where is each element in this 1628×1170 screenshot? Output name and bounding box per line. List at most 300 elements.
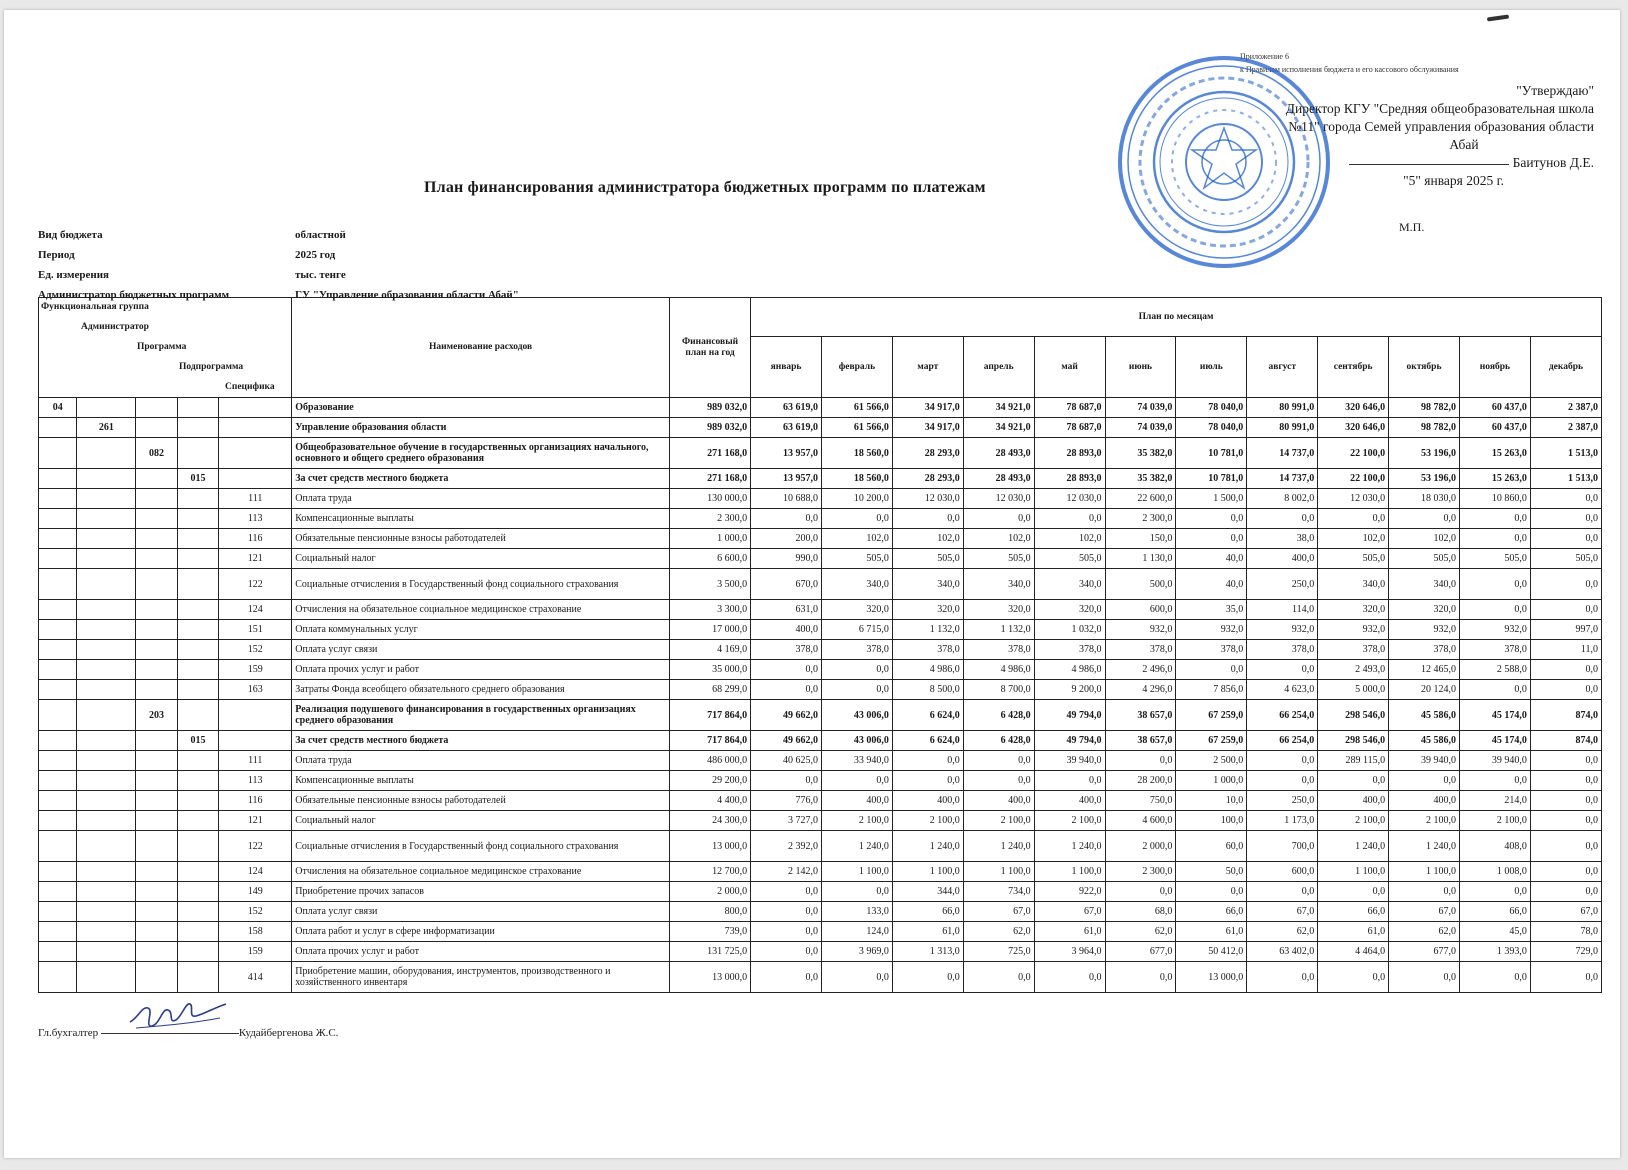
month-value: 631,0 <box>751 600 822 620</box>
code-fg <box>39 438 77 469</box>
meta-period <box>38 245 519 265</box>
month-value: 0,0 <box>963 751 1034 771</box>
month-value: 61,0 <box>892 922 963 942</box>
code-specifics: 121 <box>219 549 292 569</box>
month-value: 1 240,0 <box>1389 831 1460 862</box>
month-value: 734,0 <box>963 882 1034 902</box>
code-fg <box>39 791 77 811</box>
month-value: 1 173,0 <box>1247 811 1318 831</box>
annual-plan: 486 000,0 <box>670 751 751 771</box>
month-value: 0,0 <box>1318 962 1389 993</box>
month-value: 67,0 <box>1530 902 1601 922</box>
month-value: 1 240,0 <box>1318 831 1389 862</box>
month-value: 1 032,0 <box>1034 620 1105 640</box>
month-value: 62,0 <box>963 922 1034 942</box>
month-value: 0,0 <box>1176 529 1247 549</box>
month-value: 0,0 <box>1176 509 1247 529</box>
code-subprogram <box>177 509 219 529</box>
month-value: 4 623,0 <box>1247 680 1318 700</box>
month-value: 2 387,0 <box>1530 398 1601 418</box>
code-program <box>136 771 178 791</box>
table-row <box>39 529 1602 549</box>
month-value: 0,0 <box>1318 771 1389 791</box>
expense-name: Оплата труда <box>292 489 670 509</box>
code-fg <box>39 731 77 751</box>
month-value: 2 392,0 <box>751 831 822 862</box>
code-admin <box>77 600 136 620</box>
month-value: 0,0 <box>1034 509 1105 529</box>
month-value: 13 000,0 <box>1176 962 1247 993</box>
expense-name: Оплата труда <box>292 751 670 771</box>
annual-plan: 1 000,0 <box>670 529 751 549</box>
code-specifics: 111 <box>219 751 292 771</box>
month-value: 0,0 <box>963 771 1034 791</box>
month-value: 1 100,0 <box>892 862 963 882</box>
code-specifics: 124 <box>219 600 292 620</box>
code-specifics: 122 <box>219 569 292 600</box>
month-value: 38,0 <box>1247 529 1318 549</box>
month-value: 378,0 <box>1034 640 1105 660</box>
month-value: 0,0 <box>1530 751 1601 771</box>
appendix-line-2: к Правилам исполнения бюджета и его кассового обслуживания <box>1240 65 1459 74</box>
month-value: 18 560,0 <box>821 438 892 469</box>
approve-word: "Утверждаю" <box>1516 83 1594 98</box>
month-header: март <box>892 337 963 398</box>
month-value: 0,0 <box>1318 509 1389 529</box>
approve-signer: Баитунов Д.Е. <box>1512 155 1594 170</box>
code-admin <box>77 811 136 831</box>
annual-plan: 739,0 <box>670 922 751 942</box>
month-value: 505,0 <box>1459 549 1530 569</box>
month-value: 39 940,0 <box>1459 751 1530 771</box>
month-value: 505,0 <box>892 549 963 569</box>
month-value: 729,0 <box>1530 942 1601 962</box>
month-value: 1 240,0 <box>892 831 963 862</box>
month-value: 62,0 <box>1105 922 1176 942</box>
month-header: август <box>1247 337 1318 398</box>
month-value: 0,0 <box>1176 882 1247 902</box>
month-value: 2 500,0 <box>1176 751 1247 771</box>
code-specifics: 158 <box>219 922 292 942</box>
month-value: 45 586,0 <box>1389 731 1460 751</box>
footer-sign-line <box>101 1033 239 1034</box>
month-value: 13 957,0 <box>751 438 822 469</box>
month-value: 6 715,0 <box>821 620 892 640</box>
table-row <box>39 489 1602 509</box>
month-value: 18 560,0 <box>821 469 892 489</box>
month-value: 102,0 <box>1034 529 1105 549</box>
month-value: 400,0 <box>821 791 892 811</box>
month-value: 61,0 <box>1318 922 1389 942</box>
month-value: 6 428,0 <box>963 700 1034 731</box>
month-value: 0,0 <box>821 660 892 680</box>
month-value: 378,0 <box>1105 640 1176 660</box>
annual-plan: 130 000,0 <box>670 489 751 509</box>
code-program <box>136 509 178 529</box>
header-administrator: Администратор <box>81 322 149 332</box>
table-body <box>39 398 1602 993</box>
code-admin <box>77 529 136 549</box>
code-fg <box>39 489 77 509</box>
code-program <box>136 398 178 418</box>
month-value: 340,0 <box>821 569 892 600</box>
month-value: 378,0 <box>892 640 963 660</box>
month-value: 1 240,0 <box>1034 831 1105 862</box>
month-value: 68,0 <box>1105 902 1176 922</box>
code-fg <box>39 922 77 942</box>
month-value: 0,0 <box>892 771 963 791</box>
code-admin <box>77 620 136 640</box>
expense-name: Компенсационные выплаты <box>292 509 670 529</box>
month-value: 0,0 <box>1176 660 1247 680</box>
month-value: 0,0 <box>1530 791 1601 811</box>
code-program <box>136 569 178 600</box>
month-value: 14 737,0 <box>1247 438 1318 469</box>
table-row <box>39 882 1602 902</box>
expense-name: Компенсационные выплаты <box>292 771 670 791</box>
code-program <box>136 731 178 751</box>
month-value: 2 493,0 <box>1318 660 1389 680</box>
month-value: 505,0 <box>963 549 1034 569</box>
code-subprogram: 015 <box>177 469 219 489</box>
month-value: 1 240,0 <box>963 831 1034 862</box>
code-program <box>136 660 178 680</box>
approve-signer-row <box>1234 154 1594 172</box>
month-value: 340,0 <box>963 569 1034 600</box>
table-row <box>39 620 1602 640</box>
month-value: 0,0 <box>892 962 963 993</box>
code-fg <box>39 620 77 640</box>
code-specifics <box>219 438 292 469</box>
month-value: 66,0 <box>892 902 963 922</box>
code-program <box>136 922 178 942</box>
code-specifics <box>219 700 292 731</box>
code-program <box>136 549 178 569</box>
month-value: 670,0 <box>751 569 822 600</box>
month-value: 997,0 <box>1530 620 1601 640</box>
month-value: 0,0 <box>963 509 1034 529</box>
month-value: 400,0 <box>1389 791 1460 811</box>
table-row <box>39 751 1602 771</box>
table-row <box>39 680 1602 700</box>
month-value: 20 124,0 <box>1389 680 1460 700</box>
month-value: 0,0 <box>1459 962 1530 993</box>
month-value: 13 957,0 <box>751 469 822 489</box>
month-value: 2 100,0 <box>1318 811 1389 831</box>
month-value: 340,0 <box>1318 569 1389 600</box>
month-value: 0,0 <box>1459 771 1530 791</box>
month-value: 320,0 <box>963 600 1034 620</box>
month-value: 505,0 <box>1318 549 1389 569</box>
month-value: 378,0 <box>821 640 892 660</box>
month-value: 6 428,0 <box>963 731 1034 751</box>
month-value: 80 991,0 <box>1247 398 1318 418</box>
month-value: 600,0 <box>1247 862 1318 882</box>
month-value: 1 100,0 <box>821 862 892 882</box>
month-value: 0,0 <box>1247 962 1318 993</box>
code-fg <box>39 600 77 620</box>
expense-name: Приобретение машин, оборудования, инструментов, производственного и хозяйственного инвентаря <box>292 962 670 993</box>
month-value: 298 546,0 <box>1318 731 1389 751</box>
code-specifics: 116 <box>219 791 292 811</box>
code-subprogram <box>177 620 219 640</box>
code-fg <box>39 882 77 902</box>
code-admin <box>77 640 136 660</box>
code-program <box>136 811 178 831</box>
month-value: 49 662,0 <box>751 700 822 731</box>
code-subprogram <box>177 811 219 831</box>
code-fg <box>39 569 77 600</box>
month-value: 0,0 <box>1034 771 1105 791</box>
month-value: 3 969,0 <box>821 942 892 962</box>
annual-plan: 271 168,0 <box>670 469 751 489</box>
month-value: 33 940,0 <box>821 751 892 771</box>
header-annual-plan: Финансовый план на год <box>670 298 751 398</box>
expense-name: Социальный налог <box>292 811 670 831</box>
month-value: 700,0 <box>1247 831 1318 862</box>
month-value: 2 100,0 <box>1389 811 1460 831</box>
month-value: 28 893,0 <box>1034 438 1105 469</box>
code-subprogram <box>177 922 219 942</box>
month-value: 922,0 <box>1034 882 1105 902</box>
month-value: 1 313,0 <box>892 942 963 962</box>
code-fg <box>39 640 77 660</box>
month-header: ноябрь <box>1459 337 1530 398</box>
month-value: 320 646,0 <box>1318 398 1389 418</box>
code-subprogram <box>177 771 219 791</box>
code-specifics: 414 <box>219 962 292 993</box>
month-value: 12 030,0 <box>963 489 1034 509</box>
code-specifics: 152 <box>219 640 292 660</box>
month-value: 1 132,0 <box>963 620 1034 640</box>
month-value: 1 100,0 <box>963 862 1034 882</box>
document-sheet <box>4 10 1620 1158</box>
finance-plan-table <box>38 297 1602 993</box>
month-value: 28 493,0 <box>963 469 1034 489</box>
month-value: 0,0 <box>1530 882 1601 902</box>
month-value: 62,0 <box>1389 922 1460 942</box>
code-admin <box>77 660 136 680</box>
month-value: 102,0 <box>963 529 1034 549</box>
month-value: 0,0 <box>963 962 1034 993</box>
code-subprogram <box>177 438 219 469</box>
month-value: 378,0 <box>963 640 1034 660</box>
code-subprogram <box>177 751 219 771</box>
month-value: 320 646,0 <box>1318 418 1389 438</box>
table-row <box>39 902 1602 922</box>
month-value: 40,0 <box>1176 569 1247 600</box>
month-value: 1 008,0 <box>1459 862 1530 882</box>
month-value: 0,0 <box>751 680 822 700</box>
meta-label: Администратор бюджетных программ <box>38 289 230 301</box>
month-value: 28 493,0 <box>963 438 1034 469</box>
month-value: 505,0 <box>1530 549 1601 569</box>
footer-name: Кудайбергенова Ж.С. <box>238 1027 339 1039</box>
code-subprogram <box>177 882 219 902</box>
month-value: 66,0 <box>1318 902 1389 922</box>
month-value: 12 030,0 <box>892 489 963 509</box>
month-value: 66,0 <box>1459 902 1530 922</box>
table-row <box>39 962 1602 993</box>
month-value: 320,0 <box>1389 600 1460 620</box>
month-value: 43 006,0 <box>821 700 892 731</box>
code-admin <box>77 680 136 700</box>
month-value: 505,0 <box>1389 549 1460 569</box>
month-value: 1 100,0 <box>1389 862 1460 882</box>
table-row <box>39 700 1602 731</box>
month-value: 1 513,0 <box>1530 438 1601 469</box>
month-value: 53 196,0 <box>1389 438 1460 469</box>
code-specifics <box>219 731 292 751</box>
month-value: 10 781,0 <box>1176 438 1247 469</box>
code-admin <box>77 862 136 882</box>
table-row <box>39 791 1602 811</box>
annual-plan: 4 169,0 <box>670 640 751 660</box>
expense-name: Общеобразовательное обучение в государственных организациях начального, основного и общего среднего образования <box>292 438 670 469</box>
month-value: 0,0 <box>821 509 892 529</box>
month-value: 400,0 <box>1318 791 1389 811</box>
month-value: 66,0 <box>1176 902 1247 922</box>
expense-name: Приобретение прочих запасов <box>292 882 670 902</box>
code-program <box>136 529 178 549</box>
expense-name: Обязательные пенсионные взносы работодателей <box>292 529 670 549</box>
month-value: 61,0 <box>1176 922 1247 942</box>
month-value: 4 986,0 <box>963 660 1034 680</box>
month-value: 0,0 <box>751 509 822 529</box>
month-value: 0,0 <box>1530 569 1601 600</box>
table-row <box>39 831 1602 862</box>
month-value: 12 465,0 <box>1389 660 1460 680</box>
month-value: 0,0 <box>1459 882 1530 902</box>
code-specifics: 124 <box>219 862 292 882</box>
expense-name: Затраты Фонда всеобщего обязательного среднего образования <box>292 680 670 700</box>
annual-plan: 24 300,0 <box>670 811 751 831</box>
month-value: 34 917,0 <box>892 398 963 418</box>
meta-value: ГУ "Управление образования области Абай" <box>295 289 519 301</box>
month-value: 67,0 <box>963 902 1034 922</box>
code-admin <box>77 882 136 902</box>
month-value: 102,0 <box>821 529 892 549</box>
month-value: 63 619,0 <box>751 398 822 418</box>
month-value: 40,0 <box>1176 549 1247 569</box>
month-header: февраль <box>821 337 892 398</box>
table-row <box>39 942 1602 962</box>
month-value: 0,0 <box>1530 509 1601 529</box>
month-value: 2 100,0 <box>1459 811 1530 831</box>
month-value: 78 687,0 <box>1034 398 1105 418</box>
month-value: 78 687,0 <box>1034 418 1105 438</box>
code-admin <box>77 751 136 771</box>
code-subprogram <box>177 489 219 509</box>
expense-name: Оплата услуг связи <box>292 640 670 660</box>
month-value: 67,0 <box>1247 902 1318 922</box>
code-fg <box>39 751 77 771</box>
month-value: 677,0 <box>1389 942 1460 962</box>
stamp-place-label: М.П. <box>1399 220 1425 234</box>
annual-plan: 717 864,0 <box>670 731 751 751</box>
table-row <box>39 549 1602 569</box>
header-specifics: Специфика <box>225 382 275 392</box>
table-row <box>39 418 1602 438</box>
table-row <box>39 438 1602 469</box>
month-value: 74 039,0 <box>1105 398 1176 418</box>
month-value: 0,0 <box>1247 509 1318 529</box>
month-value: 5 000,0 <box>1318 680 1389 700</box>
month-value: 505,0 <box>1034 549 1105 569</box>
code-subprogram <box>177 600 219 620</box>
month-value: 45 174,0 <box>1459 700 1530 731</box>
month-value: 60,0 <box>1176 831 1247 862</box>
month-value: 320,0 <box>821 600 892 620</box>
code-program <box>136 620 178 640</box>
month-value: 320,0 <box>1318 600 1389 620</box>
code-program <box>136 751 178 771</box>
month-value: 0,0 <box>1530 660 1601 680</box>
approve-date: "5" января 2025 г. <box>1403 173 1504 188</box>
month-value: 60 437,0 <box>1459 398 1530 418</box>
month-value: 124,0 <box>821 922 892 942</box>
month-value: 49 662,0 <box>751 731 822 751</box>
code-admin <box>77 549 136 569</box>
expense-name: За счет средств местного бюджета <box>292 731 670 751</box>
month-value: 22 100,0 <box>1318 438 1389 469</box>
month-value: 340,0 <box>1389 569 1460 600</box>
code-admin <box>77 398 136 418</box>
code-specifics: 149 <box>219 882 292 902</box>
expense-name: Оплата прочих услуг и работ <box>292 942 670 962</box>
code-specifics: 159 <box>219 942 292 962</box>
month-value: 0,0 <box>751 942 822 962</box>
code-subprogram <box>177 700 219 731</box>
month-value: 22 600,0 <box>1105 489 1176 509</box>
month-value: 0,0 <box>1530 489 1601 509</box>
month-header: январь <box>751 337 822 398</box>
month-value: 114,0 <box>1247 600 1318 620</box>
code-fg <box>39 509 77 529</box>
month-value: 200,0 <box>751 529 822 549</box>
annual-plan: 271 168,0 <box>670 438 751 469</box>
annual-plan: 4 400,0 <box>670 791 751 811</box>
month-value: 0,0 <box>1389 771 1460 791</box>
code-fg <box>39 902 77 922</box>
code-specifics: 122 <box>219 831 292 862</box>
month-value: 63 402,0 <box>1247 942 1318 962</box>
month-value: 378,0 <box>1459 640 1530 660</box>
meta-value: тыс. тенге <box>295 269 346 281</box>
month-value: 2 300,0 <box>1105 509 1176 529</box>
code-fg <box>39 418 77 438</box>
month-value: 874,0 <box>1530 700 1601 731</box>
approve-line-4: Абай <box>1449 137 1479 152</box>
month-value: 0,0 <box>1105 962 1176 993</box>
month-value: 7 856,0 <box>1176 680 1247 700</box>
code-program: 082 <box>136 438 178 469</box>
meta-label: Ед. измерения <box>38 269 110 281</box>
code-program <box>136 418 178 438</box>
code-admin <box>77 922 136 942</box>
code-subprogram <box>177 791 219 811</box>
table-row <box>39 731 1602 751</box>
annual-plan: 68 299,0 <box>670 680 751 700</box>
code-subprogram <box>177 549 219 569</box>
month-value: 1 100,0 <box>1318 862 1389 882</box>
month-value: 18 030,0 <box>1389 489 1460 509</box>
code-program: 203 <box>136 700 178 731</box>
month-value: 0,0 <box>751 962 822 993</box>
month-value: 67 259,0 <box>1176 700 1247 731</box>
month-value: 10 688,0 <box>751 489 822 509</box>
annual-plan: 717 864,0 <box>670 700 751 731</box>
